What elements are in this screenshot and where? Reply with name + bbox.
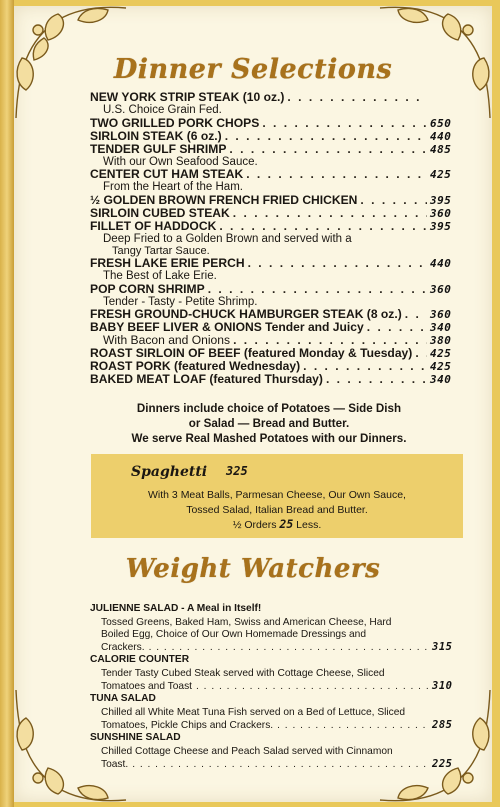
dinner-menu-list (90, 91, 462, 386)
menu-item (90, 283, 462, 296)
menu-item (90, 207, 462, 220)
menu-item-name: FRESH LAKE ERIE PERCH (90, 256, 245, 270)
menu-item-price: 360 (430, 206, 452, 220)
weight-watchers-title: Weight Watchers (125, 554, 381, 584)
spaghetti-description (91, 488, 463, 518)
dinner-note (74, 401, 464, 446)
leader-dots (225, 130, 427, 143)
ww-item-heading (90, 603, 462, 615)
note-line: or Salad — Bread and Butter. (188, 417, 350, 430)
leader-dots (277, 720, 428, 732)
leader-dots (246, 168, 427, 181)
leader-dots (219, 220, 427, 233)
ww-item-description: Boiled Egg, Choice of Our Own Homemade Dressings and (101, 629, 367, 640)
ww-item-heading (90, 654, 462, 666)
leader-dots (326, 373, 427, 386)
ww-item-description: Chilled all White Meat Tuna Fish served on a Bed of Lettuce, Sliced (101, 707, 406, 718)
menu-item-name: TENDER GULF SHRIMP (90, 141, 227, 156)
menu-item (90, 257, 462, 270)
menu-item-name: POP CORN SHRIMP (90, 281, 205, 296)
ww-item-price: 310 (432, 680, 453, 692)
leader-dots (367, 321, 427, 334)
menu-page (14, 6, 492, 802)
menu-item (90, 143, 462, 156)
menu-item (90, 168, 462, 181)
ww-item-heading (90, 693, 462, 705)
menu-binding-spine (0, 0, 14, 807)
spaghetti-price: 325 (226, 464, 248, 478)
half-order-suffix: Less. (296, 519, 322, 531)
spaghetti-desc-line: With 3 Meat Balls, Parmesan Cheese, Our Own Sauce, (148, 489, 406, 501)
leader-dots (132, 759, 428, 771)
menu-item-price: 340 (430, 373, 452, 386)
menu-item-description: Tangy Tartar Sauce. (112, 245, 210, 257)
ww-item-description: Tomatoes and Toast (101, 681, 192, 692)
leader-dots (405, 308, 427, 321)
menu-item-description: Deep Fried to a Golden Brown and served with a (103, 232, 352, 245)
menu-item-description: The Best of Lake Erie. (103, 270, 217, 282)
menu-item (90, 91, 462, 104)
leader-dots (208, 283, 427, 296)
menu-item (90, 373, 462, 386)
menu-item (90, 220, 462, 233)
menu-item-description: With our Own Seafood Sauce. (103, 155, 258, 168)
menu-item-name: ROAST PORK (featured Wednesday) (90, 359, 301, 373)
leader-dots (415, 347, 427, 360)
menu-item-price: 650 (430, 116, 452, 130)
menu-item-price: 395 (430, 193, 452, 207)
leader-dots (360, 194, 427, 207)
ww-item-description: Tossed Greens, Baked Ham, Swiss and American Cheese, Hard (101, 617, 392, 628)
ww-item-description: Tender Tasty Cubed Steak served with Cottage Cheese, Sliced (101, 668, 385, 679)
menu-item-price: 425 (430, 360, 452, 373)
menu-item-name: CENTER CUT HAM STEAK (90, 167, 244, 181)
ww-item-name: JULIENNE SALAD (90, 603, 179, 614)
menu-item-price: 360 (430, 308, 452, 321)
menu-item-price: 440 (430, 257, 452, 270)
ww-item-description: Tomatoes, Pickle Chips and Crackers. (101, 720, 274, 731)
note-line: Dinners include choice of Potatoes — Side Dish (136, 402, 402, 415)
menu-item-name: BAKED MEAT LOAF (featured Thursday) (90, 372, 323, 386)
menu-item (90, 117, 462, 130)
menu-item-price: 380 (430, 334, 452, 347)
ww-item-name: CALORIE COUNTER (90, 654, 190, 665)
menu-item-name: ROAST SIRLOIN OF BEEF (featured Monday & Tuesday) (90, 346, 413, 360)
weight-watchers-list (90, 603, 462, 771)
half-order-note (91, 517, 463, 531)
menu-item-description: U.S. Choice Grain Fed. (103, 104, 222, 116)
leader-dots (149, 642, 428, 654)
ww-item-description: Crackers. (101, 642, 145, 653)
menu-item-price: 425 (430, 347, 452, 360)
menu-item-price: 425 (430, 168, 452, 181)
dinner-selections-title: Dinner Selections (113, 54, 393, 85)
spaghetti-name: Spaghetti (131, 464, 208, 480)
ww-item-heading (90, 732, 462, 744)
menu-item-price: 360 (430, 282, 452, 296)
ww-item-price-line (90, 758, 462, 771)
menu-item-description: Tender - Tasty - Petite Shrimp. (103, 295, 258, 308)
half-order-prefix: ½ Orders (232, 519, 277, 531)
menu-item-name: SIRLOIN STEAK (6 oz.) (90, 128, 222, 143)
ww-item-description: Toast. (101, 759, 129, 770)
menu-item-name: FRESH GROUND-CHUCK HAMBURGER STEAK (8 oz.) (90, 307, 402, 321)
menu-item-price: 485 (430, 142, 452, 156)
ww-item-price: 315 (432, 641, 453, 653)
ww-item-price-line (90, 719, 462, 732)
leader-dots (196, 681, 428, 693)
spaghetti-desc-line: Tossed Salad, Italian Bread and Butter. (186, 504, 368, 516)
menu-item-price: 440 (430, 129, 452, 143)
menu-item (90, 194, 462, 207)
ww-item-price-line (90, 680, 462, 693)
ww-item-price-line (90, 641, 462, 654)
menu-item-description: From the Heart of the Ham. (103, 181, 243, 193)
spaghetti-box (91, 454, 463, 538)
half-order-price: 25 (279, 517, 294, 531)
menu-item-name: BABY BEEF LIVER & ONIONS Tender and Juicy (90, 320, 364, 334)
menu-item-name: With Bacon and Onions (103, 333, 231, 347)
menu-item-name: ½ GOLDEN BROWN FRENCH FRIED CHICKEN (90, 192, 358, 207)
ww-item-price: 225 (432, 758, 453, 770)
leader-dots (287, 91, 427, 104)
ww-item-tagline: - A Meal in Itself! (178, 603, 262, 614)
menu-item-name: FILLET OF HADDOCK (90, 218, 217, 233)
ww-item-price: 285 (432, 719, 453, 731)
menu-item-price: 395 (430, 219, 452, 233)
menu-item-name: TWO GRILLED PORK CHOPS (90, 115, 260, 130)
menu-item-price: 340 (430, 321, 452, 334)
leader-dots (262, 117, 427, 130)
menu-item-name: SIRLOIN CUBED STEAK (90, 205, 230, 220)
ww-item-description: Chilled Cottage Cheese and Peach Salad served with Cinnamon (101, 746, 393, 757)
leader-dots (248, 257, 427, 270)
menu-item-name: NEW YORK STRIP STEAK (10 oz.) (90, 90, 285, 104)
ww-item-name: SUNSHINE SALAD (90, 732, 181, 743)
ww-item-name: TUNA SALAD (90, 693, 156, 704)
leader-dots (233, 207, 427, 220)
note-line: We serve Real Mashed Potatoes with our Dinners. (131, 432, 407, 445)
menu-item (90, 130, 462, 143)
leader-dots (229, 143, 427, 156)
